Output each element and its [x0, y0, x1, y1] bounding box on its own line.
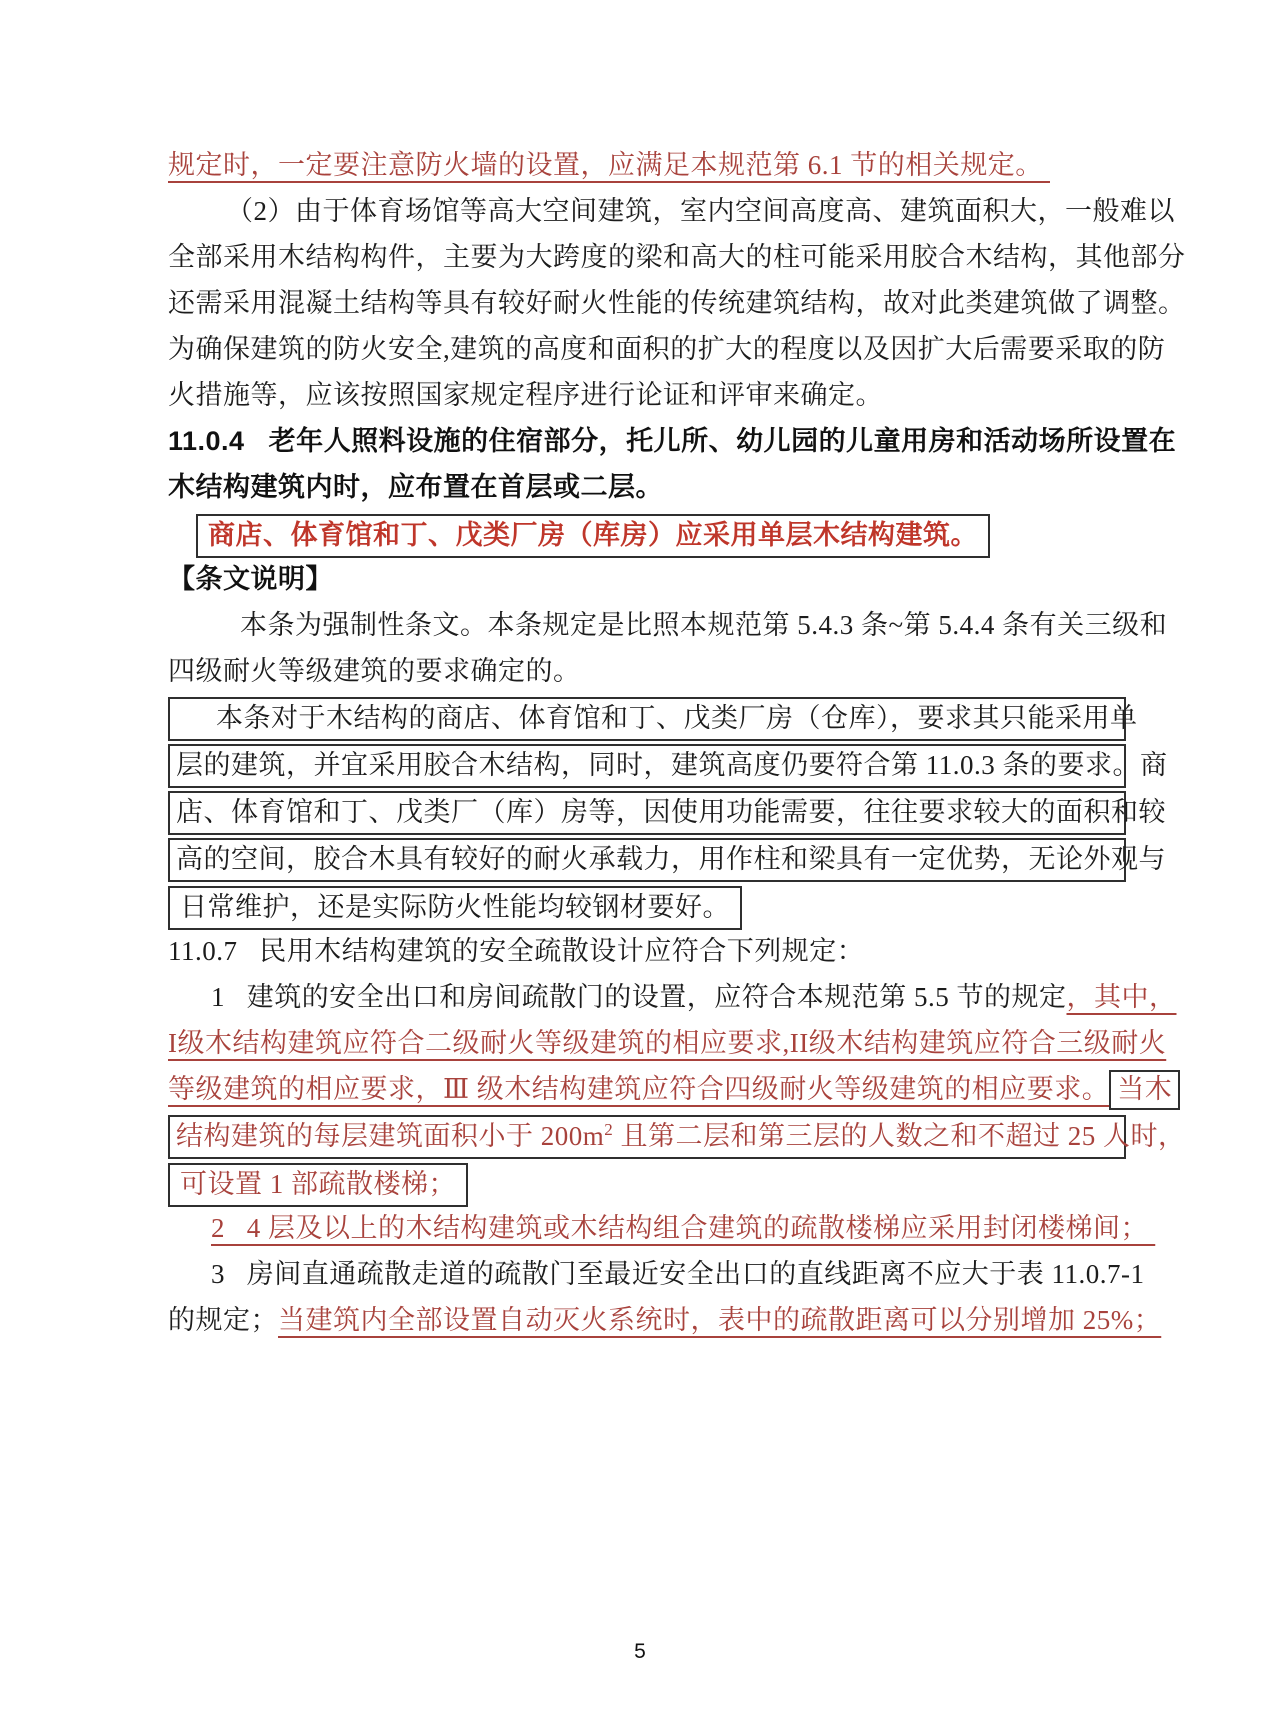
doc-line-07-run-1: 11.0.4 老年人照料设施的住宿部分，托儿所、幼儿园的儿童用房和活动场所设置在	[168, 426, 1177, 456]
doc-line-16	[168, 838, 1166, 882]
doc-line-25-run-1: 3 房间直通疏散走道的疏散门至最近安全出口的直线距离不应大于表 11.0.7-1	[211, 1259, 1145, 1289]
doc-line-06	[168, 372, 1112, 418]
doc-line-09-box	[196, 514, 990, 558]
doc-line-19-run-2: ，其中，	[1066, 982, 1177, 1012]
doc-line-10-run-1: 【条文说明】	[168, 564, 333, 594]
doc-line-02-run-1: （2）由于体育场馆等高大空间建筑，室内空间高度高、建筑面积大，一般难以	[226, 196, 1175, 226]
doc-line-01-run-1: 规定时，一定要注意防火墙的设置，应满足本规范第 6.1 节的相关规定。	[168, 150, 1050, 180]
doc-line-24	[168, 1205, 1156, 1251]
doc-line-14	[168, 744, 1168, 788]
doc-line-21-run-2: 当木	[1109, 1070, 1180, 1110]
doc-line-21-run-1: 等级建筑的相应要求，Ⅲ 级木结构建筑应符合四级耐火等级建筑的相应要求。	[168, 1074, 1110, 1104]
doc-line-23-box	[168, 1163, 468, 1207]
doc-line-05-run-1: 为确保建筑的防火安全,建筑的高度和面积的扩大的程度以及因扩大后需要采取的防	[168, 334, 1166, 364]
doc-line-13	[168, 697, 1138, 741]
doc-line-07	[168, 418, 1177, 464]
doc-line-22-run-3: 且第二层和第三层的人数之和不超过 25 人时，	[613, 1121, 1186, 1151]
doc-line-11-run-1: 本条为强制性条文。本条规定是比照本规范第 5.4.3 条~第 5.4.4 条有关三级和	[240, 610, 1168, 640]
doc-line-11	[168, 602, 1168, 648]
doc-line-01	[168, 142, 1112, 188]
doc-line-02	[168, 188, 1175, 234]
doc-line-13-run-1: 本条对于木结构的商店、体育馆和丁、戊类厂房（仓库），要求其只能采用单	[216, 703, 1138, 733]
doc-line-18	[168, 928, 1112, 974]
doc-line-17-box	[168, 886, 742, 930]
doc-line-21	[168, 1066, 1173, 1112]
doc-line-25	[168, 1251, 1145, 1297]
doc-line-23	[168, 1159, 1112, 1205]
doc-line-19-run-1: 1 建筑的安全出口和房间疏散门的设置，应符合本规范第 5.5 节的规定	[211, 982, 1067, 1012]
doc-line-19	[168, 974, 1177, 1020]
doc-line-22	[168, 1115, 1186, 1159]
doc-line-10	[168, 556, 1112, 602]
doc-line-04	[168, 280, 1186, 326]
doc-line-17-run-1: 日常维护，还是实际防火性能均较钢材要好。	[180, 891, 730, 922]
doc-line-17	[168, 882, 1112, 928]
doc-line-18-run-1: 11.0.7 民用木结构建筑的安全疏散设计应符合下列规定：	[168, 936, 865, 966]
doc-line-08-run-1: 木结构建筑内时，应布置在首层或二层。	[168, 472, 663, 502]
doc-line-09-run-1: 商店、体育馆和丁、戊类厂房（库房）应采用单层木结构建筑。	[208, 519, 978, 550]
doc-line-04-run-1: 还需采用混凝土结构等具有较好耐火性能的传统建筑结构，故对此类建筑做了调整。	[168, 288, 1186, 318]
doc-line-20	[168, 1020, 1167, 1066]
doc-line-09	[168, 510, 1112, 556]
doc-line-22-run-1: 结构建筑的每层建筑面积小于 200m	[176, 1121, 605, 1151]
doc-line-20-run-1: I级木结构建筑应符合二级耐火等级建筑的相应要求,II级木结构建筑应符合三级耐火	[168, 1028, 1167, 1058]
doc-line-12-run-1: 四级耐火等级建筑的要求确定的。	[168, 656, 581, 686]
doc-line-23-run-1: 可设置 1 部疏散楼梯；	[180, 1168, 456, 1199]
doc-line-14-run-1: 层的建筑，并宜采用胶合木结构，同时，建筑高度仍要符合第 11.0.3 条的要求。商	[176, 750, 1168, 780]
doc-line-15-run-1: 店、体育馆和丁、戊类厂（库）房等，因使用功能需要，往往要求较大的面积和较	[176, 797, 1166, 827]
document-body	[168, 142, 1186, 1343]
doc-line-26-run-2: 当建筑内全部设置自动灭火系统时，表中的疏散距离可以分别增加 25%；	[278, 1305, 1162, 1335]
page-number: 5	[634, 1640, 646, 1663]
doc-line-15	[168, 791, 1166, 835]
doc-line-12	[168, 648, 1112, 694]
doc-line-05	[168, 326, 1166, 372]
doc-line-26	[168, 1297, 1162, 1343]
doc-line-22-run-2: 2	[604, 1120, 614, 1139]
doc-line-24-run-1: 2 4 层及以上的木结构建筑或木结构组合建筑的疏散楼梯应采用封闭楼梯间；	[211, 1213, 1156, 1243]
doc-line-16-run-1: 高的空间，胶合木具有较好的耐火承载力，用作柱和梁具有一定优势，无论外观与	[176, 844, 1166, 874]
doc-line-08	[168, 464, 1112, 510]
doc-line-26-run-1: 的规定；	[168, 1305, 278, 1335]
doc-line-03-run-1: 全部采用木结构构件，主要为大跨度的梁和高大的柱可能采用胶合木结构，其他部分	[168, 242, 1186, 272]
doc-line-03	[168, 234, 1186, 280]
doc-line-06-run-1: 火措施等，应该按照国家规定程序进行论证和评审来确定。	[168, 380, 883, 410]
